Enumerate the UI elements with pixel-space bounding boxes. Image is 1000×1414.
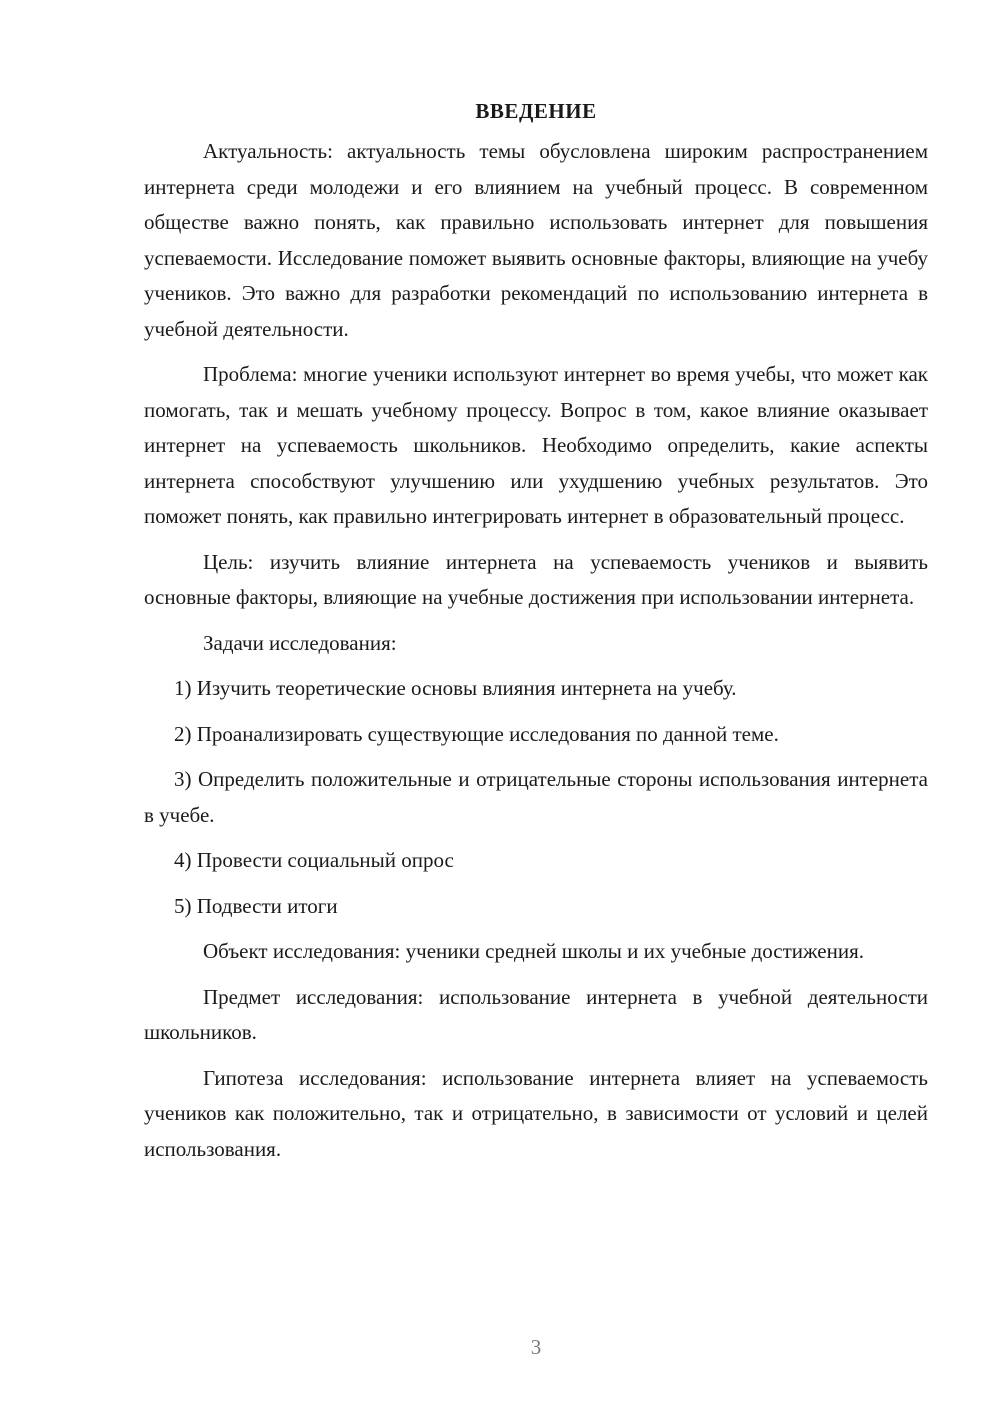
problem-paragraph: Проблема: многие ученики используют интернет во время учебы, что может как помогать, так и мешать учебному процессу. Вопрос в том, какое влияние оказывает интернет на успеваемость школьников. Необходимо определить, какие аспекты интернета способствуют улучшению или ухудшению учебных результатов. Это поможет понять, как правильно интегрировать интернет в образовательный процесс. bbox=[144, 362, 928, 528]
task-item-2: 2) Проанализировать существующие исследования по данной теме. bbox=[174, 721, 779, 746]
tasks-heading: Задачи исследования: bbox=[203, 630, 397, 655]
task-item-4: 4) Провести социальный опрос bbox=[174, 848, 454, 872]
hypothesis-paragraph: Гипотеза исследования: использование интернета влияет на успеваемость учеников как положительно, так и отрицательно, в зависимости от условий и целей использования. bbox=[144, 1065, 928, 1161]
section-title: ВВЕДЕНИЕ bbox=[475, 99, 597, 123]
page-number: 3 bbox=[530, 1335, 542, 1359]
document-page bbox=[144, 94, 928, 1177]
task-item-5: 5) Подвести итоги bbox=[174, 893, 338, 918]
subject-paragraph: Предмет исследования: использование интернета в учебной деятельности школьников. bbox=[144, 984, 928, 1044]
task-item-3: 3) Определить положительные и отрицательные стороны использования интернета в учебе. bbox=[144, 767, 928, 827]
object-paragraph: Объект исследования: ученики средней школы и их учебные достижения. bbox=[203, 939, 864, 963]
goal-paragraph: Цель: изучить влияние интернета на успеваемость учеников и выявить основные факторы, влияющие на учебные достижения при использовании интернета. bbox=[144, 549, 928, 609]
task-item-1: 1) Изучить теоретические основы влияния интернета на учебу. bbox=[174, 676, 737, 700]
relevance-paragraph: Актуальность: актуальность темы обусловлена широким распространением интернета среди молодежи и его влиянием на учебный процесс. В современном обществе важно понять, как правильно использовать интернет для повышения успеваемости. Исследование поможет выявить основные факторы, влияющие на учебу учеников. Это важно для разработки рекомендаций по использованию интернета в учебной деятельности. bbox=[144, 139, 928, 341]
